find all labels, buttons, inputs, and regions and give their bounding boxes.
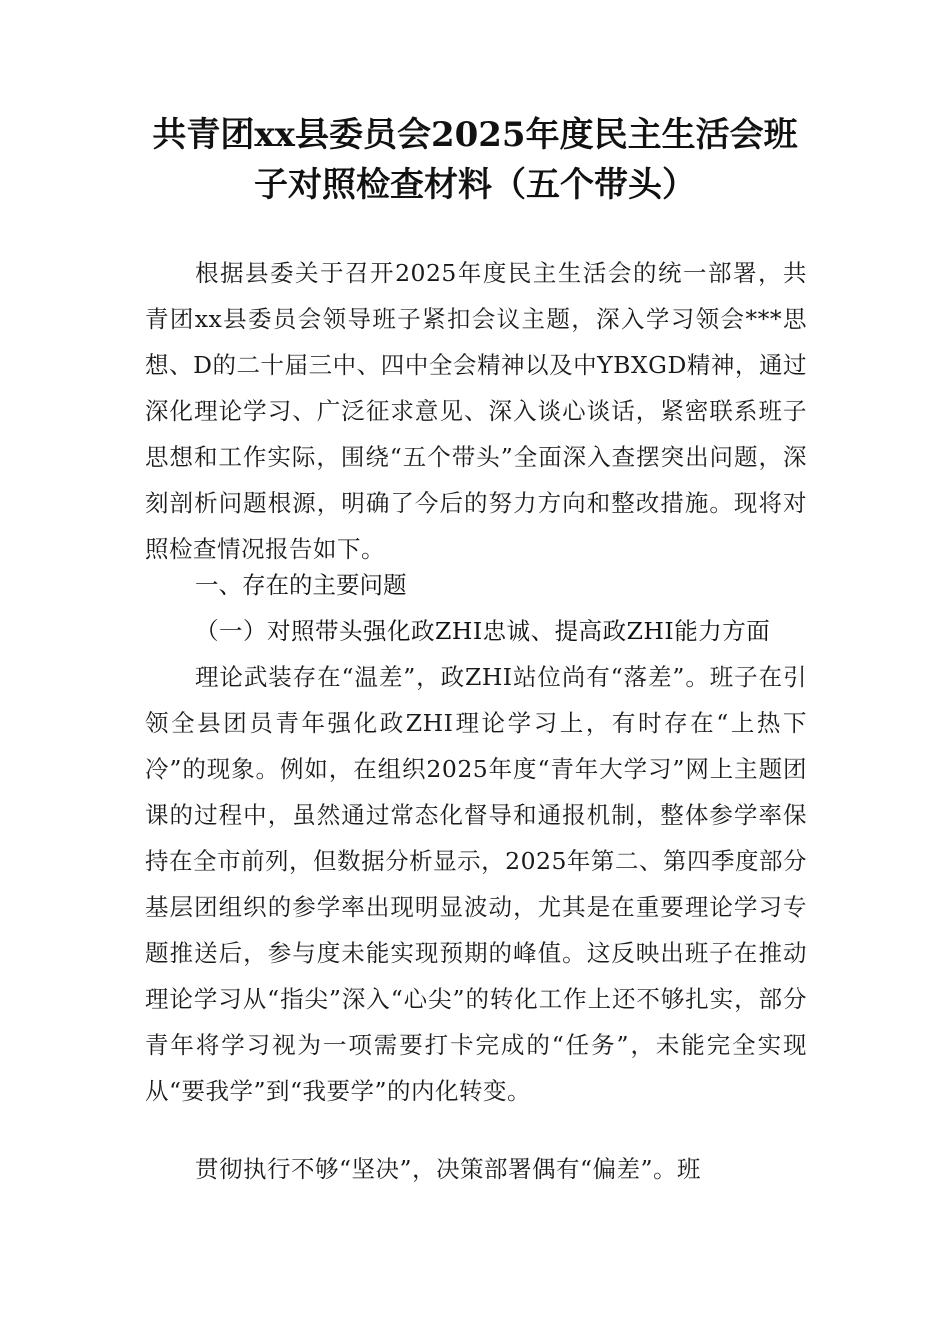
body-paragraph-2: 贯彻执行不够“坚决”，决策部署偶有“偏差”。班 [195, 1155, 702, 1183]
subsection-heading: （一）对照带头强化政ZHI忠诚、提高政ZHI能力方面 [195, 617, 771, 645]
title-line-1: 共青团xx县委员会2025年度民主生活会班 [152, 115, 798, 155]
intro-paragraph: 根据县委关于召开2025年度民主生活会的统一部署，共青团xx县委员会领导班子紧扣会议主题，深入学习领会***思想、D的二十届三中、四中全会精神以及中YBXGD精神，通过深化理论学习、广泛征求意见、深入谈心谈话，紧密联系班子思想和工作实际，围绕“五个带头”全面深入查摆突出问题，深刻剖析问题根源，明确了今后的努力方向和整改措施。现将对照检查情况报告如下。 [145, 259, 807, 563]
section-heading: 一、存在的主要问题 [195, 571, 407, 599]
document-title [120, 110, 830, 210]
body-paragraph-1: 理论武装存在“温差”，政ZHI站位尚有“落差”。班子在引领全县团员青年强化政ZHI理论学习上，有时存在“上热下冷”的现象。例如，在组织2025年度“青年大学习”网上主题团课的过程中，虽然通过常态化督导和通报机制，整体参学率保持在全市前列，但数据分析显示，2025年第二、第四季度部分基层团组织的参学率出现明显波动，尤其是在重要理论学习专题推送后，参与度未能实现预期的峰值。这反映出班子在推动理论学习从“指尖”深入“心尖”的转化工作上还不够扎实，部分青年将学习视为一项需要打卡完成的“任务”，未能完全实现从“要我学”到“我要学”的内化转变。 [145, 663, 807, 1105]
title-line-2: 子对照检查材料（五个带头） [254, 165, 696, 205]
